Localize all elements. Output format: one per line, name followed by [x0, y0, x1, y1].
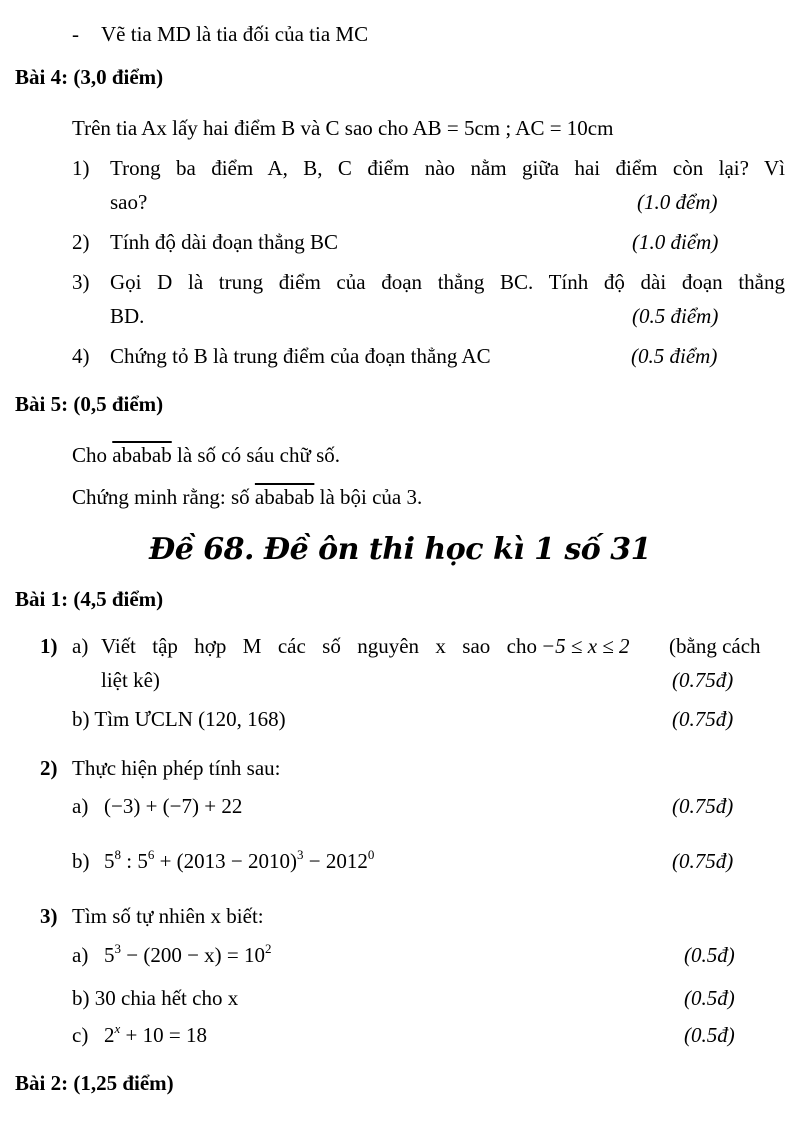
- bai5-line1: [72, 442, 340, 468]
- bai4-item3-num: 3): [72, 270, 90, 294]
- bai1-p2-a-score: (0.75đ): [672, 794, 734, 818]
- c-exp: x: [114, 1021, 121, 1036]
- bai1-p1-a-line2: liệt kê): [101, 668, 160, 692]
- a-base: 5: [104, 943, 115, 967]
- a-exp2: 2: [265, 941, 272, 956]
- bai1-p2-heading: Thực hiện phép tính sau:: [72, 756, 281, 780]
- b-exp4: 0: [367, 847, 375, 862]
- bai4-item4-num: 4): [72, 344, 90, 368]
- bai5-line2-post: là bội của 3.: [319, 485, 423, 509]
- bai4-item1-text: Trong ba điểm A, B, C điểm nào nằm giữa hai điểm còn lại? Vì: [110, 156, 785, 180]
- bai4-item4-text: Chứng tỏ B là trung điểm của đoạn thẳng AC: [110, 344, 491, 368]
- bai1-p3-c-score: (0.5đ): [684, 1023, 735, 1047]
- bai5-line2-pre: Chứng minh rằng: số: [72, 485, 250, 509]
- bai4-intro: Trên tia Ax lấy hai điểm B và C sao cho AB = 5cm ; AC = 10cm: [72, 116, 614, 140]
- bai5-line1-post: là số có sáu chữ số.: [176, 443, 341, 467]
- exam-title: Đề 68. Đề ôn thi học kì 1 số 31: [149, 532, 651, 567]
- bai4-item3-score: (0.5 điểm): [632, 304, 719, 328]
- b-minus: − 2012: [303, 849, 368, 873]
- bai1-p3-num: 3): [40, 904, 58, 928]
- bai4-item1-text2: sao?: [110, 190, 148, 214]
- bai1-p1-a-label: a): [72, 634, 89, 658]
- bai1-p2-a-label: a): [72, 794, 89, 818]
- bai1-p1-a-score: (0.75đ): [672, 668, 734, 692]
- b-exp3: 3: [297, 847, 304, 862]
- bai1-p2-b-label: b): [72, 849, 90, 873]
- bai1-p3-heading: Tìm số tự nhiên x biết:: [72, 904, 264, 928]
- top-instruction: Vẽ tia MD là tia đối của tia MC: [101, 22, 369, 46]
- bai1-p1-b-score: (0.75đ): [672, 707, 734, 731]
- a-mid: − (200 − x) = 10: [121, 943, 266, 967]
- top-dash: -: [72, 22, 79, 46]
- bai4-item3-text: Gọi D là trung điểm của đoạn thẳng BC. Tính độ dài đoạn thẳng: [110, 270, 785, 294]
- bai1-p2-b-score: (0.75đ): [672, 849, 734, 873]
- bai1-heading: Bài 1: (4,5 điểm): [15, 587, 164, 611]
- bai4-item1-num: 1): [72, 156, 90, 180]
- bai1-p1-a-text: Viết tập hợp M các số nguyên x sao cho: [101, 634, 537, 658]
- bai5-heading: Bài 5: (0,5 điểm): [15, 392, 164, 416]
- bai1-p3-a-score: (0.5đ): [684, 943, 735, 967]
- bai1-p3-c-label: c): [72, 1023, 89, 1047]
- bai1-p3-b-text: b) 30 chia hết cho x: [72, 986, 239, 1010]
- bai1-p1-a-tail: (bằng cách: [669, 634, 761, 658]
- bai1-p1-num: 1): [40, 634, 58, 658]
- bai5-number-ababab: ababab: [112, 443, 172, 467]
- a-exp: 3: [114, 941, 121, 956]
- bai4-item2-text: Tính độ dài đoạn thẳng BC: [110, 230, 339, 254]
- bai4-heading: Bài 4: (3,0 điểm): [15, 65, 164, 89]
- bai1-p3-b-score: (0.5đ): [684, 986, 735, 1010]
- b-exp1: 8: [114, 847, 121, 862]
- bai4-item4-score: (0.5 điểm): [631, 344, 718, 368]
- b-base2: 5: [137, 849, 148, 873]
- c-rest: + 10 = 18: [120, 1023, 207, 1047]
- bai1-p2-num: 2): [40, 756, 58, 780]
- bai1-p3-a-label: a): [72, 943, 89, 967]
- bai1-p1-b-text: b) Tìm ƯCLN (120, 168): [72, 707, 286, 731]
- b-mid: + (2013 − 2010): [154, 849, 298, 873]
- bai1-p1-a-math: −5 ≤ x ≤ 2: [541, 634, 630, 658]
- bai1-p3-a-math: [104, 942, 272, 968]
- bai1-p2-b-math: [104, 848, 374, 874]
- bai1-p2-a-math: (−3) + (−7) + 22: [104, 794, 243, 818]
- b-exp2: 6: [147, 847, 155, 862]
- b-base1: 5: [104, 849, 115, 873]
- bai4-item1-score: (1.0 đểm): [637, 190, 718, 214]
- c-base: 2: [104, 1023, 115, 1047]
- bai2-heading: Bài 2: (1,25 điểm): [15, 1071, 174, 1095]
- bai5-line2: [72, 484, 422, 510]
- bai4-item2-num: 2): [72, 230, 90, 254]
- bai5-number-ababab-2: ababab: [254, 485, 315, 509]
- bai4-item3-text2: BD.: [110, 304, 145, 328]
- bai1-p3-c-math: [104, 1022, 207, 1048]
- bai5-line1-pre: Cho: [72, 443, 108, 467]
- b-op1: :: [121, 849, 138, 873]
- bai4-item2-score: (1.0 điểm): [632, 230, 719, 254]
